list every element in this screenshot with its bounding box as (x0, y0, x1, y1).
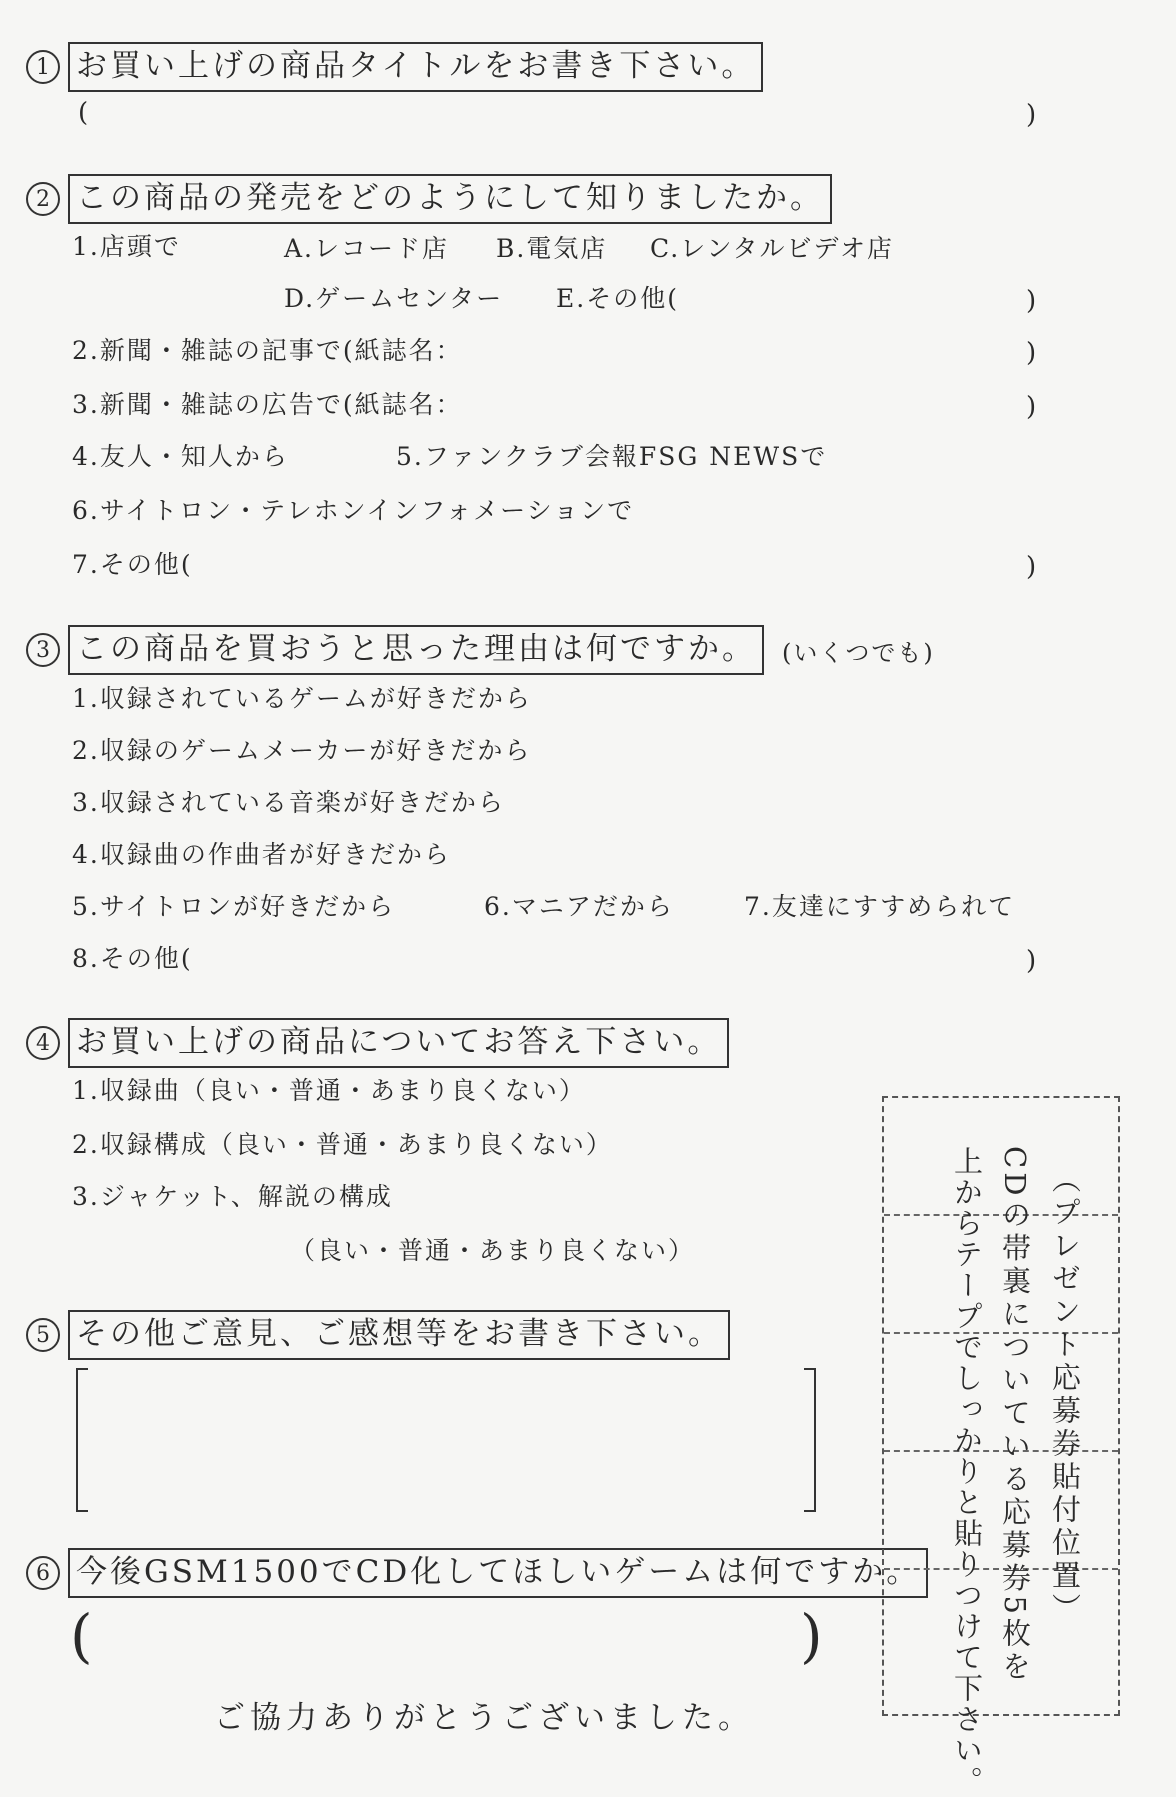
coupon-title: （プレゼント応募券貼付位置） (1048, 1164, 1082, 1626)
q2-option-1-b: B.電気店 (496, 234, 608, 263)
q2-option-4: 4.友人・知人から (72, 442, 289, 471)
q3-option-4: 4.収録曲の作曲者が好きだから (72, 840, 451, 869)
q2-option-5: 5.ファンクラブ会報FSG NEWSで (396, 442, 828, 471)
question-2-heading (26, 174, 832, 224)
q3-option-6: 6.マニアだから (484, 892, 674, 921)
q3-option-8: 8.その他( (72, 944, 193, 973)
q4-option-1: 1.収録曲（良い・普通・あまり良くない） (72, 1076, 586, 1105)
question-3-heading (26, 625, 935, 675)
q5-answer-bracket-right (804, 1368, 816, 1512)
q2-option-2: 2.新聞・雑誌の記事で(紙誌名： (72, 336, 463, 365)
question-5-title: その他ご意見、ご感想等をお書き下さい。 (68, 1310, 730, 1360)
q2-option-7-close: ) (1026, 552, 1037, 582)
q2-option-1-label: 1.店頭で (72, 232, 181, 261)
coupon-instruction-2: 上からテープでしっかりと貼りつけて下さい。 (950, 1146, 984, 1797)
question-6-close-paren: ) (800, 1602, 823, 1670)
question-6-title: 今後GSM1500でCD化してほしいゲームは何ですか。 (68, 1548, 928, 1598)
q2-option-1-c: C.レンタルビデオ店 (650, 234, 895, 263)
question-1-number: 1 (26, 50, 60, 84)
question-3-note: (いくつでも) (782, 638, 935, 667)
question-4-title: お買い上げの商品についてお答え下さい。 (68, 1018, 729, 1068)
question-2-number: 2 (26, 182, 60, 216)
q5-answer-bracket-left (76, 1368, 88, 1512)
coupon-paste-area (882, 1096, 1120, 1797)
question-4-number: 4 (26, 1026, 60, 1060)
q4-option-2: 2.収録構成（良い・普通・あまり良くない） (72, 1130, 613, 1159)
question-3-number: 3 (26, 633, 60, 667)
q3-option-3: 3.収録されている音楽が好きだから (72, 788, 505, 817)
question-6-heading (26, 1548, 928, 1598)
question-1-heading (26, 42, 763, 92)
q3-option-2: 2.収録のゲームメーカーが好きだから (72, 736, 532, 765)
q3-option-8-close: ) (1026, 946, 1037, 976)
q2-option-3-close: ) (1026, 392, 1037, 422)
question-1-close-paren: ) (1026, 100, 1037, 130)
q4-option-3-rating: （良い・普通・あまり良くない） (290, 1236, 696, 1265)
q2-option-1-e-close: ) (1026, 286, 1037, 316)
q4-option-3: 3.ジャケット、解説の構成 (72, 1182, 393, 1211)
question-3-title: この商品を買おうと思った理由は何ですか。 (68, 625, 764, 675)
q2-option-2-close: ) (1026, 338, 1037, 368)
q2-option-6: 6.サイトロン・テレホンインフォメーションで (72, 496, 635, 525)
q2-option-3: 3.新聞・雑誌の広告で(紙誌名： (72, 390, 463, 419)
question-5-heading (26, 1310, 730, 1360)
q2-option-1-e: E.その他( (556, 284, 679, 313)
q3-option-5: 5.サイトロンが好きだから (72, 892, 396, 921)
q2-option-1-d: D.ゲームセンター (284, 284, 504, 313)
q2-option-7: 7.その他( (72, 550, 193, 579)
question-1-title: お買い上げの商品タイトルをお書き下さい。 (68, 42, 763, 92)
thank-you-message: ご協力ありがとうございました。 (214, 1700, 754, 1736)
question-6-number: 6 (26, 1556, 60, 1590)
question-1-open-paren: ( (78, 98, 89, 128)
q3-option-1: 1.収録されているゲームが好きだから (72, 684, 532, 713)
question-5-number: 5 (26, 1318, 60, 1352)
question-2-title: この商品の発売をどのようにして知りましたか。 (68, 174, 832, 224)
question-4-heading (26, 1018, 729, 1068)
coupon-instruction-1: CDの帯裏についている応募券5枚を (998, 1146, 1032, 1684)
q2-option-1-a: A.レコード店 (284, 234, 450, 263)
question-6-open-paren: ( (70, 1602, 93, 1670)
q3-option-7: 7.友達にすすめられて (744, 892, 1016, 921)
